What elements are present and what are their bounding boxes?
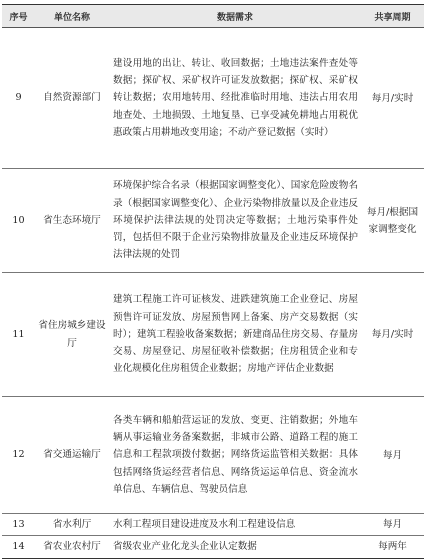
row-no: 12: [2, 397, 35, 514]
row-period: 每两年: [361, 536, 424, 558]
header-unit: 单位名称: [35, 5, 109, 28]
row-no: 13: [2, 514, 35, 536]
data-sharing-table-container: [2, 4, 424, 559]
row-unit: 省住房城乡建设厅: [35, 273, 109, 397]
row-demand: 建筑工程施工许可证核发、进跌建筑施工企业登记、房屋预售许可证发放、房屋预售网上备案、房产交易数据（实时）；建筑工程验收备案数据；新建商品住房交易、存量房交易、房屋登记、房屋征收补偿数据；住房租赁企业和专业化规模化住房租赁企业数据；房地产评估企业数据: [109, 273, 361, 397]
row-demand: 环境保护综合名录（根据国家调整变化）、国家危险废物名录（根据国家调整变化）、企业污染物排放量以及企业违反环境保护法律法规的处罚决定等数据；土地污染事件处罚，包括但不限于企业污染物排放量及企业违反环境保护法律法规的处罚: [109, 169, 361, 273]
table-row: [2, 397, 424, 514]
table-row: [2, 28, 424, 169]
row-demand: 建设用地的出让、转让、收回数据；土地违法案件查处等数据；探矿权、采矿权许可证发放数据；探矿权、采矿权转让数据；农用地转用、经批准临时用地、违法占用农用地查处、土地损毁、土地复垦、已享受减免耕地占用税优惠政策占用耕地改变用途；不动产登记数据（实时）: [109, 28, 361, 169]
row-period: 每月/实时: [361, 273, 424, 397]
row-period: 每月/根据国家调整变化: [361, 169, 424, 273]
table-row: [2, 536, 424, 558]
header-period: 共享周期: [361, 5, 424, 28]
row-demand: 水利工程项目建设进度及水利工程建设信息: [109, 514, 361, 536]
row-unit: 省交通运输厅: [35, 397, 109, 514]
table-row: [2, 514, 424, 536]
table-row: [2, 273, 424, 397]
row-unit: 省水利厅: [35, 514, 109, 536]
data-sharing-table: [2, 4, 424, 559]
table-header-row: [2, 5, 424, 28]
row-no: 14: [2, 536, 35, 558]
row-period: 每月/实时: [361, 28, 424, 169]
row-demand: 各类车辆和船舶营运证的发放、变更、注销数据；外地车辆从事运输业务备案数据，非城市公路、道路工程的施工信息和工程款项拨付数据；网络货运监管相关数据：具体包括网络货运经营者信息、网络货运运单信息、资金流水单信息、车辆信息、驾驶员信息: [109, 397, 361, 514]
row-no: 9: [2, 28, 35, 169]
header-demand: 数据需求: [109, 5, 361, 28]
row-period: 每月: [361, 397, 424, 514]
header-no: 序号: [2, 5, 35, 28]
row-no: 10: [2, 169, 35, 273]
row-demand: 省级农业产业化龙头企业认定数据: [109, 536, 361, 558]
row-unit: 省生态环境厅: [35, 169, 109, 273]
table-row: [2, 169, 424, 273]
row-period: 每月: [361, 514, 424, 536]
row-unit: 自然资源部门: [35, 28, 109, 169]
row-no: 11: [2, 273, 35, 397]
row-unit: 省农业农村厅: [35, 536, 109, 558]
